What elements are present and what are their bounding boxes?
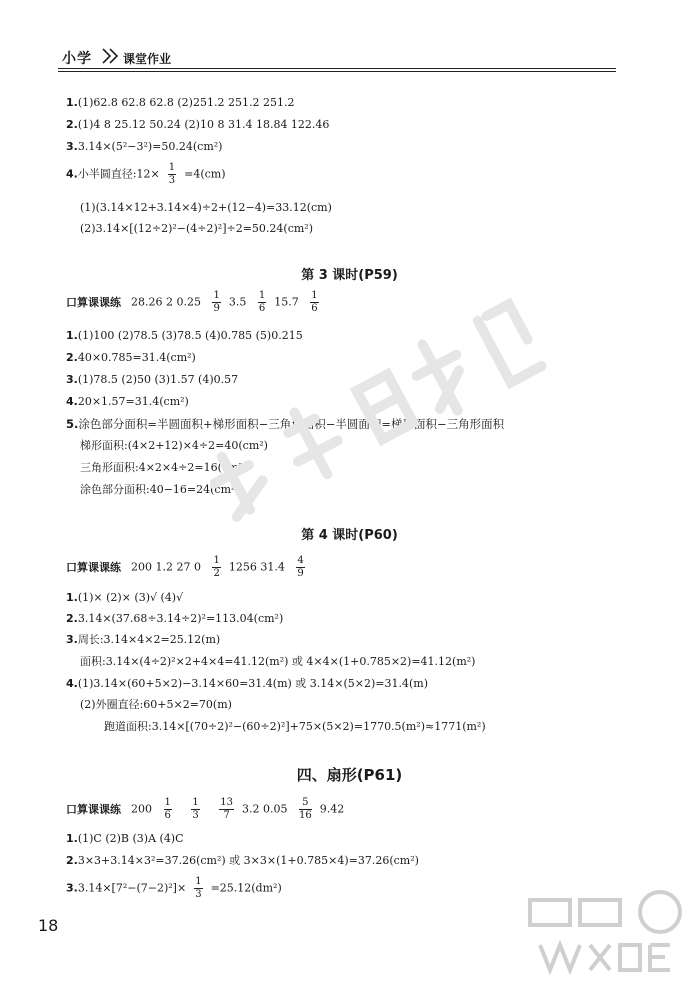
corner-logo <box>520 880 699 983</box>
answer-line: 2.40×0.785=31.4(cm²) <box>66 351 196 364</box>
fraction: $\frac{1}{6}$ <box>311 290 318 314</box>
header-rule <box>58 68 616 69</box>
answer-line: (2)3.14×[(12÷2)²−(4÷2)²]÷2=50.24(cm²) <box>80 222 314 235</box>
double-chevron-icon <box>101 47 121 65</box>
answer-line: 梯形面积:(4×2+12)×4÷2=40(cm²) <box>80 439 268 452</box>
answer-line: 2.3.14×(37.68÷3.14÷2)²=113.04(cm²) <box>66 612 284 625</box>
answer-line: (2)外圈直径:60+5×2=70(m) <box>80 698 232 711</box>
answer-line: 2.3×3+3.14×3²=37.26(cm²) 或 3×3×(1+0.785×4)=37.26(cm²) <box>66 854 419 867</box>
mental-math-line: 口算课课练 200 1.2 27 0 $\frac{1}{2}$ 1256 31.4 $\frac{4}{9}$ <box>66 555 304 579</box>
fraction: $\frac{5}{16}$ <box>298 797 312 821</box>
header-rule-thin <box>58 71 616 72</box>
fraction: $\frac{1}{3}$ <box>168 162 176 186</box>
answer-line: 1.(1)100 (2)78.5 (3)78.5 (4)0.785 (5)0.215 <box>66 329 303 342</box>
fraction: $\frac{4}{9}$ <box>297 555 304 579</box>
section-title: 第 3 课时(P59) <box>301 268 398 283</box>
answer-line: 4.(1)3.14×(60+5×2)−3.14×60=31.4(m) 或 3.14×(5×2)=31.4(m) <box>66 677 429 690</box>
mental-math-line: 口算课课练 200 $\frac{1}{6}$ $\frac{1}{3}$ $\frac{13}{7}$ 3.2 0.05 $\frac{5}{16}$ 9.42 <box>66 797 345 821</box>
section-title: 四、扇形(P61) <box>296 766 403 784</box>
answer-line: 2.(1)4 8 25.12 50.24 (2)10 8 31.4 18.84 122.46 <box>66 118 330 131</box>
answer-line: 面积:3.14×(4÷2)²×2+4×4=41.12(m²) 或 4×4×(1+0.785×2)=41.12(m²) <box>80 655 476 668</box>
answer-line: 1.(1)62.8 62.8 62.8 (2)251.2 251.2 251.2 <box>66 96 295 109</box>
answer-line: (1)(3.14×12+3.14×4)÷2+(12−4)=33.12(cm) <box>80 201 332 214</box>
mental-math-line: 口算课课练 28.26 2 0.25 $\frac{1}{9}$ 3.5 $\frac{1}{6}$ 15.7 $\frac{1}{6}$ <box>66 290 318 314</box>
section-title: 第 4 课时(P60) <box>301 528 398 543</box>
answer-line: 三角形面积:4×2×4÷2=16(cm²) <box>80 461 248 474</box>
fraction: $\frac{1}{9}$ <box>213 290 220 314</box>
answer-line: 1.(1)C (2)B (3)A (4)C <box>66 832 184 845</box>
fraction: $\frac{1}{2}$ <box>213 555 220 579</box>
fraction: $\frac{1}{3}$ <box>195 876 202 900</box>
answer-line: 3.3.14×(5²−3²)=50.24(cm²) <box>66 140 223 153</box>
page-number: 18 <box>38 916 59 935</box>
answer-line: 3.3.14×[7²−(7−2)²]× $\frac{1}{3}$ =25.12(dm²) <box>66 876 282 900</box>
answer-line: 3.周长:3.14×4×2=25.12(m) <box>66 633 221 646</box>
answer-line: 4.20×1.57=31.4(cm²) <box>66 395 189 408</box>
answer-line: 涂色部分面积:40−16=24(cm²) <box>80 483 240 496</box>
answer-line: 跑道面积:3.14×[(70÷2)²−(60÷2)²]+75×(5×2)=1770.5(m²)≈1771(m²) <box>104 720 486 733</box>
answer-line: 3.(1)78.5 (2)50 (3)1.57 (4)0.57 <box>66 373 239 386</box>
fraction: $\frac{1}{6}$ <box>164 797 171 821</box>
fraction: $\frac{13}{7}$ <box>220 797 233 821</box>
subject-label: 小学 <box>62 51 92 67</box>
fraction: $\frac{1}{6}$ <box>258 290 266 314</box>
fraction: $\frac{1}{3}$ <box>192 797 199 821</box>
answer-line: 4.小半圆直径:12× $\frac{1}{3}$ =4(cm) <box>66 162 226 186</box>
answer-line: 5.涂色部分面积=半圆面积+梯形面积−三角形面积−半圆面积=梯形面积−三角形面积 <box>66 417 505 431</box>
header-title: 课堂作业 <box>123 52 172 66</box>
answer-line: 1.(1)× (2)× (3)√ (4)√ <box>66 591 184 604</box>
page-header <box>58 44 616 70</box>
